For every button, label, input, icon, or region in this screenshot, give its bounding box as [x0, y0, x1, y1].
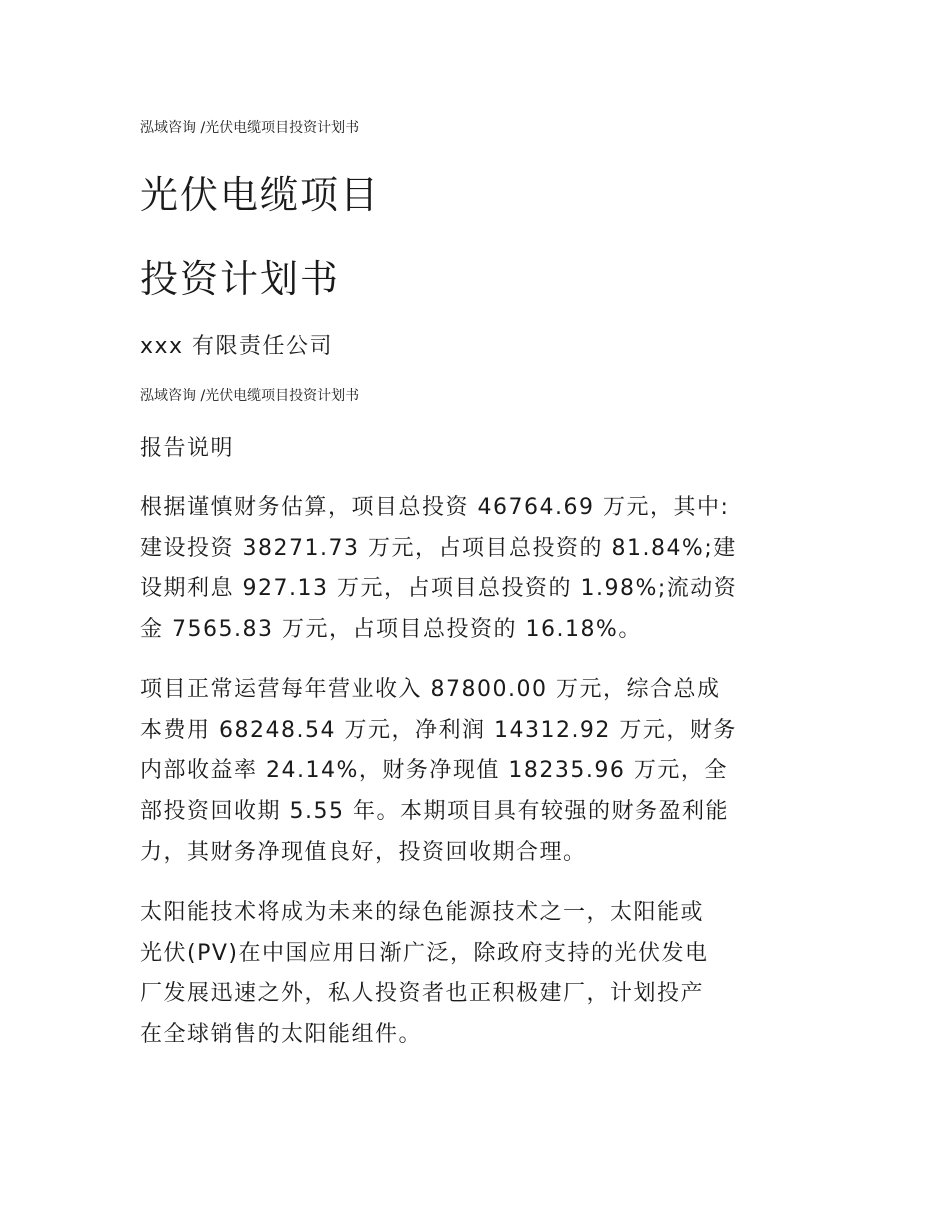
paragraph-line: 厂发展迅速之外，私人投资者也正积极建厂，计划投产	[140, 981, 705, 1007]
paragraph-line: 部投资回收期 5.55 年。本期项目具有较强的财务盈利能	[140, 799, 729, 825]
paragraph-solar-background	[140, 893, 810, 1056]
paragraph-line: 太阳能技术将成为未来的绿色能源技术之一，太阳能或	[140, 900, 705, 925]
paragraph-line: 设期利息 927.13 万元，占项目总投资的 1.98%;流动资	[140, 576, 738, 602]
paragraph-investment	[140, 488, 810, 651]
paragraph-line: 力，其财务净现值良好，投资回收期合理。	[140, 839, 587, 865]
paragraph-line: 光伏(PV)在中国应用日渐广泛，除政府支持的光伏发电	[140, 940, 709, 966]
paragraph-financials	[140, 670, 810, 874]
company-name: xxx 有限责任公司	[140, 334, 334, 359]
paragraph-line: 内部收益率 24.14%，财务净现值 18235.96 万元，全	[140, 758, 728, 784]
document-title-line-1: 光伏电缆项目	[140, 173, 381, 217]
paragraph-line: 金 7565.83 万元，占项目总投资的 16.18%。	[140, 617, 642, 643]
paragraph-line: 在全球销售的太阳能组件。	[140, 1022, 423, 1048]
running-header-mid: 泓域咨询 /光伏电缆项目投资计划书	[140, 388, 360, 404]
paragraph-line: 建设投资 38271.73 万元，占项目总投资的 81.84%;建	[140, 535, 737, 561]
paragraph-line: 根据谨慎财务估算，项目总投资 46764.69 万元，其中:	[140, 495, 730, 520]
running-header-top: 泓域咨询 /光伏电缆项目投资计划书	[140, 120, 360, 136]
paragraph-line: 项目正常运营每年营业收入 87800.00 万元，综合总成	[140, 677, 721, 702]
paragraph-line: 本费用 68248.54 万元，净利润 14312.92 万元，财务	[140, 717, 737, 743]
document-title-line-2: 投资计划书	[140, 257, 341, 301]
section-title-report-description: 报告说明	[140, 436, 235, 461]
